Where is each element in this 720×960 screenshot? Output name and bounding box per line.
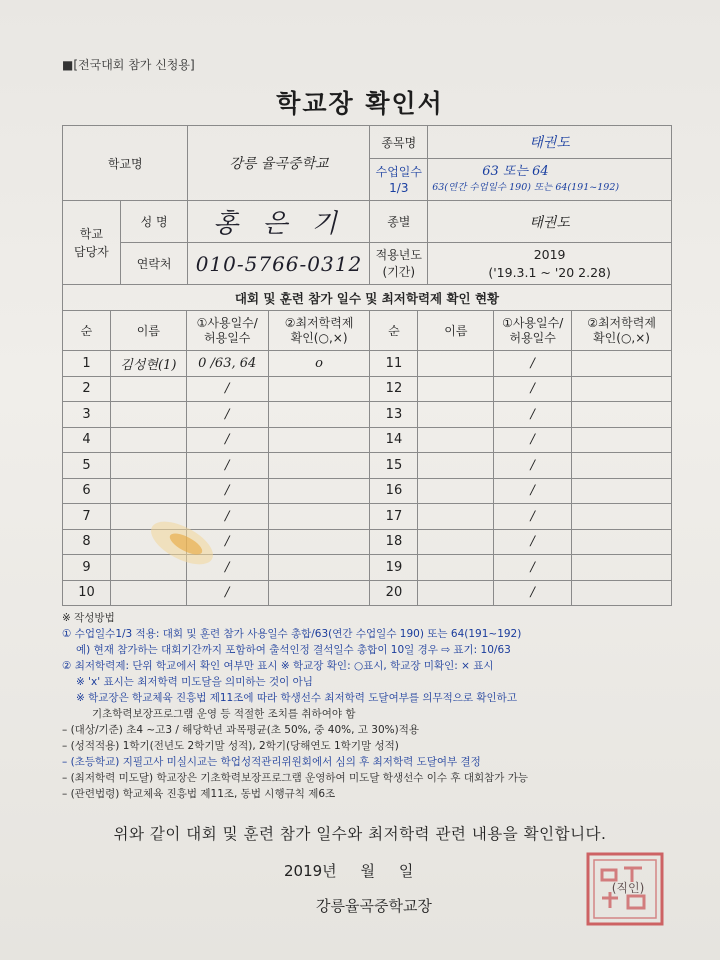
instruction-line-9: – (초등학교) 지필고사 미실시교는 학업성적관리위원회에서 심의 후 최저학력 도달여부 결정 (62, 756, 481, 768)
row-min-academic-check: o (268, 351, 370, 377)
official-seal-stamp (580, 848, 670, 930)
col-header-days-right-line2: 허용일수 (509, 330, 556, 345)
col-header-min-right-line2: 확인(○,×) (593, 330, 650, 345)
row-min-academic-check (572, 580, 672, 606)
principal-title: 강릉율곡중학교장 (316, 897, 432, 915)
instruction-line-1: ① 수업일수1/3 적용: 대회 및 훈련 참가 사용일수 총합/63(연간 수업일수 190) 또는 64(191~192) (62, 628, 522, 640)
row-min-academic-check (268, 478, 370, 504)
row-used-days: / (494, 427, 572, 453)
row-min-academic-check (268, 580, 370, 606)
row-name (110, 453, 186, 479)
row-min-academic-check (572, 504, 672, 530)
row-name (418, 529, 494, 555)
row-used-days: / (186, 580, 268, 606)
row-number: 19 (370, 555, 418, 581)
row-used-days: / (494, 453, 572, 479)
col-header-no: 순 (63, 311, 111, 351)
year-value-line2: ('19.3.1 ~ '20 2.28) (488, 264, 611, 280)
row-min-academic-check (268, 529, 370, 555)
instruction-line-2: 예) 현재 참가하는 대회기간까지 포함하여 출석인정 결석일수 총합이 10일 경우 ⇨ 표기: 10/63 (76, 644, 511, 656)
row-number: 20 (370, 580, 418, 606)
col-header-min-academic-right (572, 311, 672, 351)
table-row (63, 580, 672, 606)
year-label (370, 243, 428, 285)
row-name (110, 427, 186, 453)
row-number: 18 (370, 529, 418, 555)
sport-class-label: 종별 (370, 201, 428, 243)
school-days-label (370, 159, 428, 201)
row-min-academic-check (268, 376, 370, 402)
col-header-days-right (494, 311, 572, 351)
row-number: 7 (63, 504, 111, 530)
instruction-line-7: – (대상/기준) 초4 ~고3 / 해당학년 과목평균(초 50%, 중 40%, 고 30%)적용 (62, 724, 419, 736)
row-number: 17 (370, 504, 418, 530)
instruction-line-3: ② 최저학력제: 단위 학교에서 확인 여부만 표시 ※ 학교장 확인: ○표시, 학교장 미확인: × 표시 (62, 660, 494, 672)
instruction-line-6: 기초학력보장프로그램 운영 등 적절한 조치를 취하여야 함 (92, 708, 356, 720)
row-number: 9 (63, 555, 111, 581)
sport-class-value: 태권도 (428, 201, 672, 243)
row-used-days: / (186, 402, 268, 428)
row-name (418, 376, 494, 402)
col-header-name: 이름 (110, 311, 186, 351)
instruction-line-11: – (관련법령) 학교체육 진흥법 제11조, 동법 시행규칙 제6조 (62, 788, 336, 800)
row-used-days: / (494, 478, 572, 504)
year-label-line1: 적용년도 (375, 247, 422, 262)
row-min-academic-check (268, 402, 370, 428)
col-header-min-line1: ②최저학력제 (284, 315, 354, 330)
status-table-title: 대회 및 훈련 참가 일수 및 최저학력제 확인 현황 (63, 285, 672, 311)
row-number: 14 (370, 427, 418, 453)
row-used-days: / (186, 453, 268, 479)
row-used-days: / (494, 504, 572, 530)
row-name (418, 402, 494, 428)
col-header-days (186, 311, 268, 351)
row-used-days: / (186, 504, 268, 530)
instructions-section (62, 610, 672, 802)
row-min-academic-check (572, 376, 672, 402)
school-label: 학교명 (63, 126, 188, 201)
row-number: 12 (370, 376, 418, 402)
row-name: 김성현(1) (110, 351, 186, 377)
row-number: 2 (63, 376, 111, 402)
contact-value: 010-5766-0312 (188, 243, 370, 285)
manager-label-line2: 담당자 (73, 244, 109, 259)
confirmation-statement: 위와 같이 대회 및 훈련 참가 일수와 최저학력 관련 내용을 확인합니다. (113, 825, 607, 843)
col-header-days-line1: ①사용일수/ (196, 315, 258, 330)
col-header-no-right: 순 (370, 311, 418, 351)
row-min-academic-check (572, 529, 672, 555)
row-min-academic-check (572, 555, 672, 581)
form-type-tag: ■[전국대회 참가 신청용] (62, 58, 195, 72)
header-info-table (62, 125, 672, 285)
row-number: 16 (370, 478, 418, 504)
contact-label: 연락처 (120, 243, 188, 285)
event-label: 종목명 (370, 126, 428, 159)
instructions-heading: ※ 작성방법 (62, 612, 115, 624)
manager-label-line1: 학교 (79, 226, 103, 241)
row-number: 13 (370, 402, 418, 428)
instruction-line-5: ※ 학교장은 학교체육 진흥법 제11조에 따라 학생선수 최저학력 도달여부를 의무적으로 확인하고 (76, 692, 517, 704)
year-label-line2: (기간) (382, 264, 416, 279)
school-name-value: 강릉 율곡중학교 (188, 126, 370, 201)
row-number: 6 (63, 478, 111, 504)
row-number: 1 (63, 351, 111, 377)
manager-label (63, 201, 121, 285)
seal-label: (직인) (611, 881, 645, 895)
row-name (418, 504, 494, 530)
row-used-days: / (186, 376, 268, 402)
school-days-value-line2: 63(연간 수업일수 190) 또는 64(191~192) (432, 181, 620, 193)
table-row (63, 376, 672, 402)
row-number: 11 (370, 351, 418, 377)
document-title: 학교장 확인서 (276, 89, 444, 118)
school-days-label-line2: 1/3 (389, 180, 409, 195)
col-header-name-right: 이름 (418, 311, 494, 351)
school-days-label-line1: 수업일수 (375, 164, 422, 179)
row-used-days: / (494, 402, 572, 428)
row-min-academic-check (572, 351, 672, 377)
col-header-days-line2: 허용일수 (204, 330, 251, 345)
row-used-days: / (186, 555, 268, 581)
row-min-academic-check (572, 453, 672, 479)
row-used-days: / (186, 478, 268, 504)
event-value: 태권도 (428, 126, 672, 159)
row-name (110, 580, 186, 606)
row-used-days: / (494, 555, 572, 581)
row-used-days: / (186, 427, 268, 453)
table-row (63, 427, 672, 453)
col-header-min-line2: 확인(○,×) (290, 330, 348, 345)
year-value-line1: 2019 (533, 246, 566, 262)
col-header-min-right-line1: ②최저학력제 (587, 315, 656, 330)
row-min-academic-check (572, 427, 672, 453)
row-number: 10 (63, 580, 111, 606)
table-row (63, 453, 672, 479)
col-header-min-academic (268, 311, 370, 351)
school-days-value (428, 159, 672, 201)
year-value (428, 243, 672, 285)
col-header-days-right-line1: ①사용일수/ (502, 315, 564, 330)
instruction-line-4: ※ 'x' 표시는 최저학력 미도달을 의미하는 것이 아님 (76, 676, 313, 688)
row-used-days: / (494, 580, 572, 606)
row-used-days: / (494, 529, 572, 555)
row-used-days: / (186, 529, 268, 555)
row-used-days: / (494, 351, 572, 377)
row-used-days: / (494, 376, 572, 402)
school-days-value-line1: 63 또는 64 (482, 163, 549, 179)
row-name (418, 427, 494, 453)
row-name (418, 580, 494, 606)
row-min-academic-check (268, 453, 370, 479)
issue-date: 2019년 월 일 (284, 862, 414, 880)
paper-stain (142, 518, 222, 568)
table-row (63, 402, 672, 428)
manager-name-value: 홍 은 기 (188, 201, 370, 243)
row-name (110, 402, 186, 428)
row-min-academic-check (572, 402, 672, 428)
table-row (63, 478, 672, 504)
instruction-line-10: – (최저학력 미도달) 학교장은 기초학력보장프로그램 운영하여 미도달 학생선수 이수 후 대회참가 가능 (62, 772, 529, 784)
row-min-academic-check (268, 555, 370, 581)
row-number: 3 (63, 402, 111, 428)
row-number: 8 (63, 529, 111, 555)
row-name (110, 478, 186, 504)
row-number: 5 (63, 453, 111, 479)
row-name (418, 453, 494, 479)
row-name (418, 478, 494, 504)
name-label: 성 명 (120, 201, 188, 243)
row-min-academic-check (268, 504, 370, 530)
row-used-days: 0 /63, 64 (186, 351, 268, 377)
row-min-academic-check (268, 427, 370, 453)
row-number: 15 (370, 453, 418, 479)
row-name (418, 555, 494, 581)
table-row (63, 351, 672, 377)
row-name (418, 351, 494, 377)
row-min-academic-check (572, 478, 672, 504)
row-number: 4 (63, 427, 111, 453)
instruction-line-8: – (성적적용) 1학기(전년도 2학기말 성적), 2학기(당해연도 1학기말 성적) (62, 740, 399, 752)
row-name (110, 376, 186, 402)
